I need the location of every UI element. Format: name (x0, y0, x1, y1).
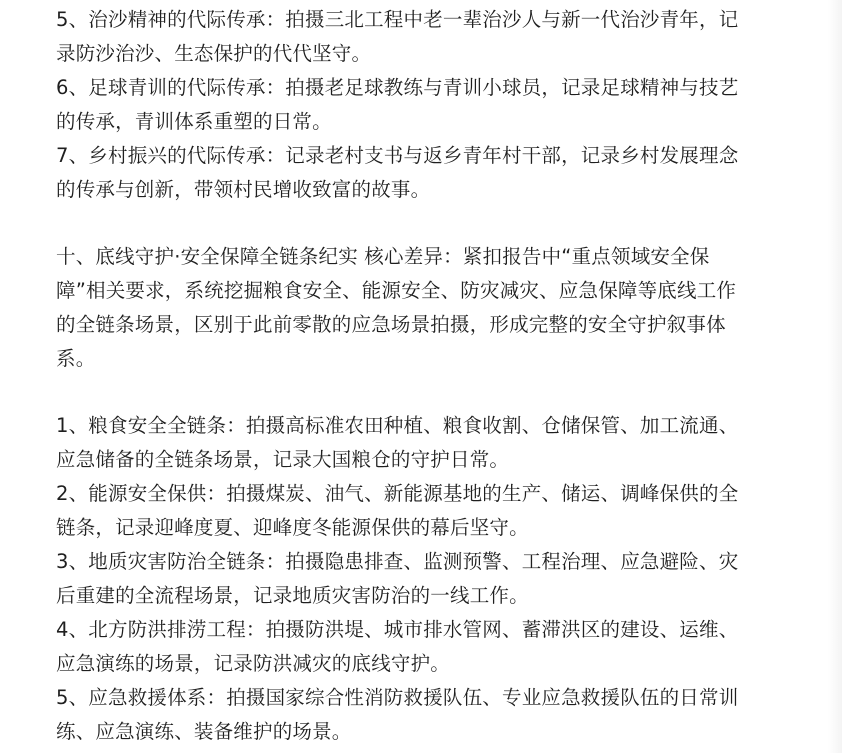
list-item-sand-control (56, 3, 786, 71)
text-line: 6、足球青训的代际传承：拍摄老足球教练与青训小球员，记录足球精神与技艺 (56, 76, 739, 99)
text-line: 应急储备的全链条场景，记录大国粮仓的守护日常。 (56, 448, 510, 471)
list-item-energy-security (56, 477, 786, 545)
text-line: 应急演练的场景，记录防洪减灾的底线守护。 (56, 652, 451, 675)
text-line: 十、底线守护·安全保障全链条纪实 核心差异：紧扣报告中“重点领域安全保 (56, 245, 710, 268)
list-item-grain-security (56, 409, 786, 477)
text-line: 链条，记录迎峰度夏、迎峰度冬能源保供的幕后坚守。 (56, 516, 529, 539)
text-line: 的传承与创新，带领村民增收致富的故事。 (56, 178, 431, 201)
text-line: 的传承，青训体系重塑的日常。 (56, 110, 332, 133)
text-line: 后重建的全流程场景，记录地质灾害防治的一线工作。 (56, 584, 529, 607)
list-item-emergency-rescue (56, 681, 786, 749)
list-item-geohazard-prevention (56, 545, 786, 613)
text-line: 2、能源安全保供：拍摄煤炭、油气、新能源基地的生产、储运、调峰保供的全 (56, 482, 739, 505)
text-line: 录防沙治沙、生态保护的代代坚守。 (56, 42, 372, 65)
text-line: 系。 (56, 347, 96, 370)
text-line: 7、乡村振兴的代际传承：记录老村支书与返乡青年村干部，记录乡村发展理念 (56, 144, 739, 167)
scroll-edge (828, 0, 842, 753)
list-item-football-training (56, 71, 786, 139)
text-line: 的全链条场景，区别于此前零散的应急场景拍摄，形成完整的安全守护叙事体 (56, 313, 726, 336)
text-line: 练、应急演练、装备维护的场景。 (56, 720, 352, 743)
list-item-rural-revitalization (56, 139, 786, 207)
text-line: 障”相关要求，系统挖掘粮食安全、能源安全、防灾减灾、应急保障等底线工作 (56, 279, 737, 302)
text-line: 1、粮食安全全链条：拍摄高标准农田种植、粮食收割、仓储保管、加工流通、 (56, 414, 739, 437)
text-line: 5、应急救援体系：拍摄国家综合性消防救援队伍、专业应急救援队伍的日常训 (56, 686, 739, 709)
list-item-flood-control (56, 613, 786, 681)
text-line: 5、治沙精神的代际传承：拍摄三北工程中老一辈治沙人与新一代治沙青年，记 (56, 8, 739, 31)
text-line: 3、地质灾害防治全链条：拍摄隐患排查、监测预警、工程治理、应急避险、灾 (56, 550, 739, 573)
text-line: 4、北方防洪排涝工程：拍摄防洪堤、城市排水管网、蓄滞洪区的建设、运维、 (56, 618, 739, 641)
section-heading-bottom-line-protection (56, 240, 786, 376)
